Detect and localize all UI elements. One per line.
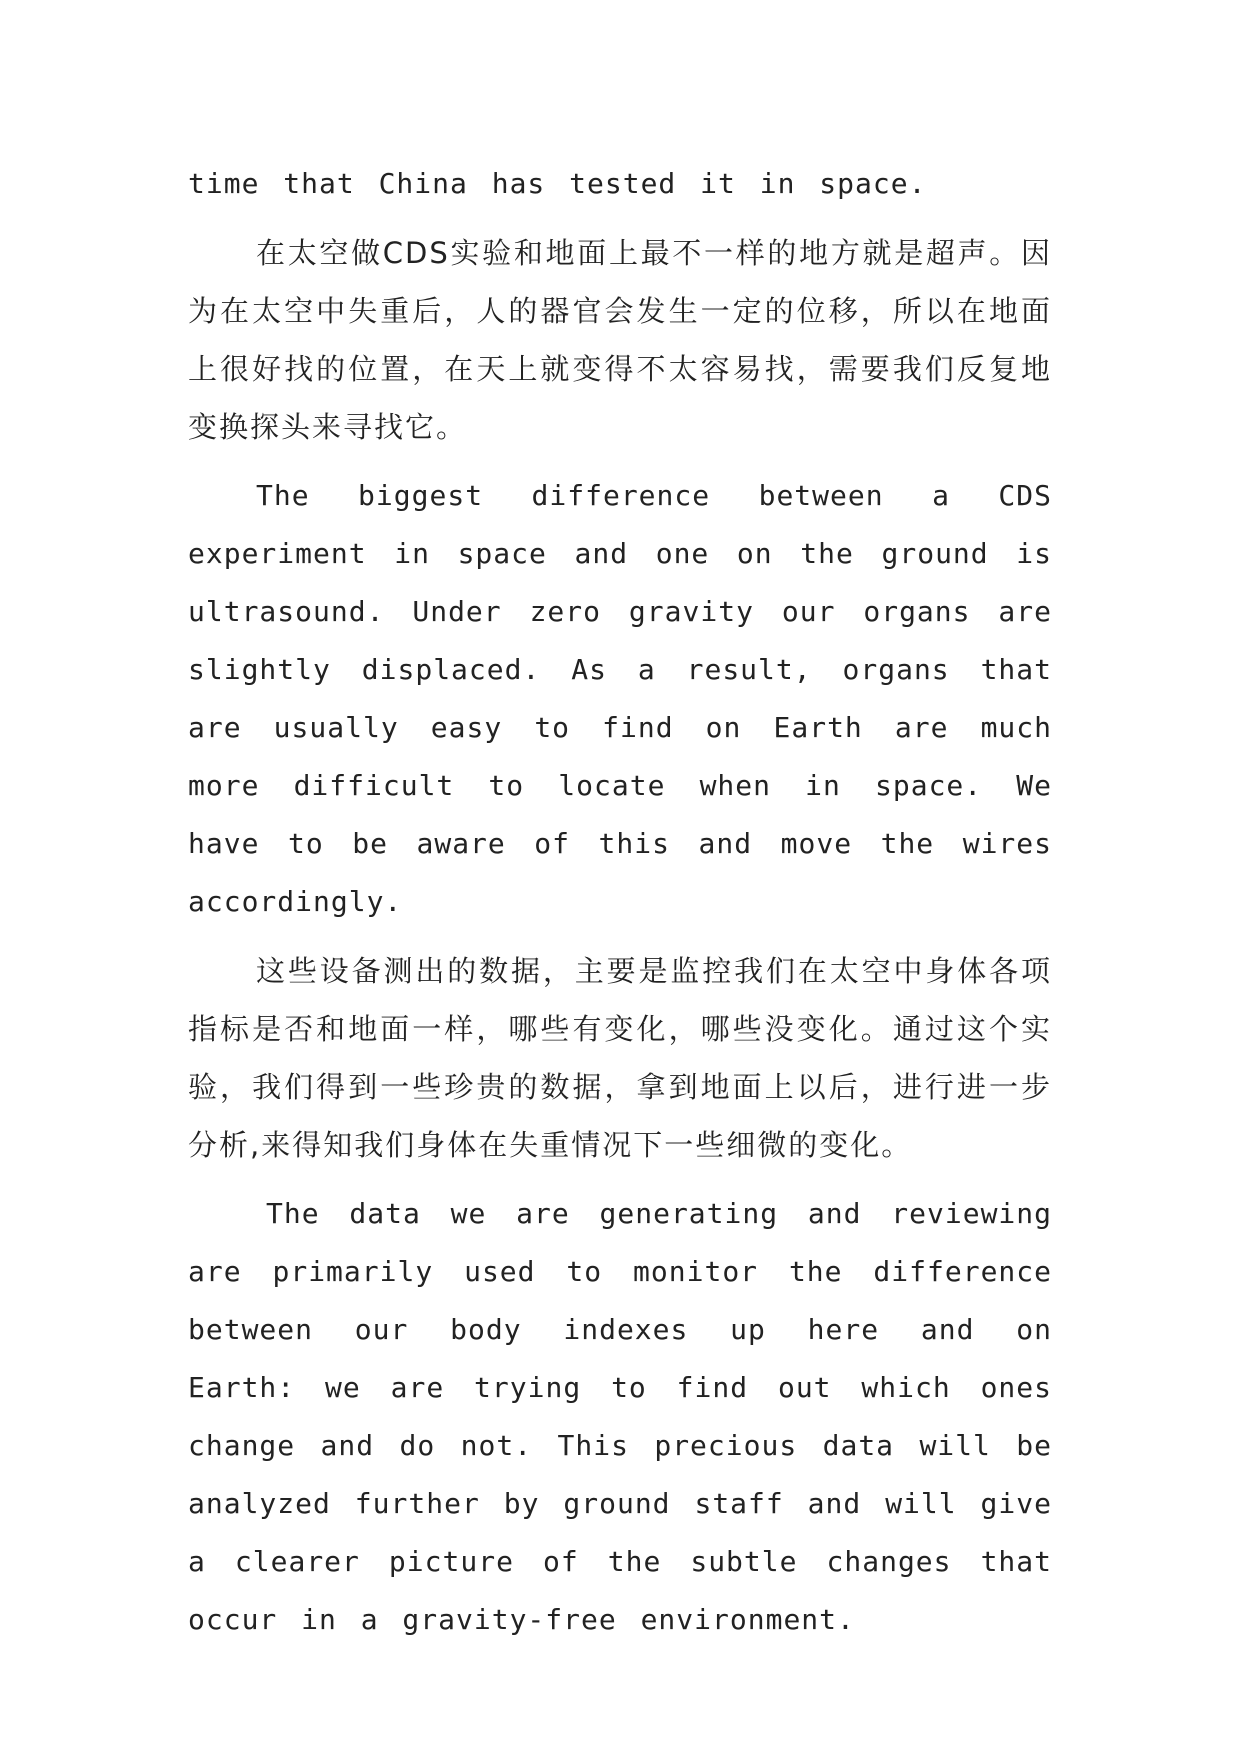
paragraph-chinese-data: 这些设备测出的数据，主要是监控我们在太空中身体各项指标是否和地面一样，哪些有变化，哪些没变化。通过这个实验，我们得到一些珍贵的数据，拿到地面上以后，进行进一步分析,来得知我们身体在失重情况下一些细微的变化。 (188, 954, 1052, 1162)
document-body (188, 155, 1052, 1660)
paragraph-english-ultrasound: The biggest difference between a CDS experiment in space and one on the ground is ultrasound. Under zero gravity our organs are slightly displaced. As a result, organs that are usually easy to find on Earth are much more difficult to locate when in space. We have to be aware of this and move the wires accordingly. (188, 479, 1052, 918)
paragraph-english-continuation: time that China has tested it in space. (188, 167, 927, 200)
paragraph-english-data: The data we are generating and reviewing are primarily used to monitor the difference between our body indexes up here and on Earth: we are trying to find out which ones change and do not. This precious data will be analyzed further by ground staff and will give a clearer picture of the subtle changes that occur in a gravity-free environment. (188, 1197, 1052, 1636)
paragraph-chinese-ultrasound: 在太空做CDS实验和地面上最不一样的地方就是超声。因为在太空中失重后，人的器官会发生一定的位移，所以在地面上很好找的位置，在天上就变得不太容易找，需要我们反复地变换探头来寻找它。 (188, 236, 1052, 444)
